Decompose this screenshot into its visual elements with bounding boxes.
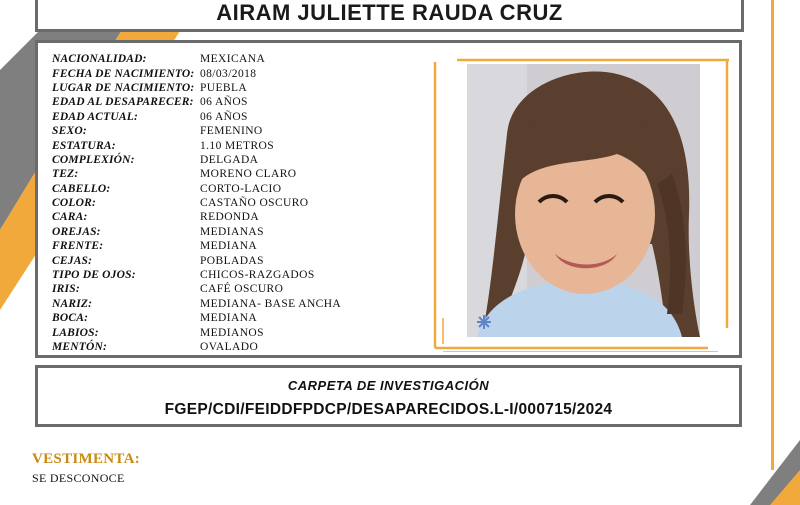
detail-value: DELGADA [200, 153, 259, 166]
investigation-title: CARPETA DE INVESTIGACIÓN [287, 378, 490, 393]
detail-label: MENTÓN: [52, 341, 108, 353]
detail-row [52, 282, 341, 296]
detail-label: EDAD AL DESAPARECER: [52, 96, 194, 109]
missing-person-photo [467, 64, 700, 337]
detail-row [52, 268, 341, 282]
detail-label: OREJAS: [52, 225, 101, 238]
detail-row [52, 124, 341, 138]
detail-value: CORTO-LACIO [200, 182, 282, 195]
detail-value: MEDIANA- BASE ANCHA [200, 297, 342, 310]
detail-row [52, 110, 341, 124]
detail-value: PUEBLA [200, 81, 248, 94]
detail-label: NACIONALIDAD: [52, 53, 147, 66]
detail-row [52, 182, 341, 196]
detail-value: POBLADAS [200, 254, 264, 267]
detail-value: CAFÉ OSCURO [200, 283, 284, 296]
portrait-illustration [467, 64, 700, 337]
detail-row [52, 253, 341, 267]
detail-row [52, 311, 341, 325]
detail-row [52, 52, 341, 66]
detail-value: FEMENINO [200, 125, 263, 138]
detail-label: EDAD ACTUAL: [52, 110, 138, 123]
detail-row [52, 340, 341, 354]
detail-label: IRIS: [52, 283, 80, 296]
investigation-number: FGEP/CDI/FEIDDFPDCP/DESAPARECIDOS.L-I/000715/2024 [164, 401, 613, 418]
detail-value: MEDIANOS [200, 326, 264, 339]
detail-value: OVALADO [200, 341, 259, 353]
detail-row [52, 153, 341, 167]
detail-row [52, 81, 341, 95]
detail-row [52, 239, 341, 253]
detail-row [52, 210, 341, 224]
detail-label: ESTATURA: [52, 139, 116, 152]
detail-row [52, 325, 341, 339]
detail-label: COMPLEXIÓN: [52, 153, 135, 166]
detail-row [52, 138, 341, 152]
detail-value: 06 AÑOS [200, 96, 248, 109]
detail-value: 08/03/2018 [200, 67, 257, 80]
detail-label: CABELLO: [52, 182, 111, 195]
detail-value: 06 AÑOS [200, 110, 248, 123]
detail-row [52, 167, 341, 181]
detail-label: CARA: [52, 211, 88, 224]
detail-label: FECHA DE NACIMIENTO: [52, 67, 195, 80]
clothing-title: VESTIMENTA: [32, 451, 141, 467]
detail-label: TIPO DE OJOS: [52, 269, 136, 282]
detail-row [52, 225, 341, 239]
person-name: AIRAM JULIETTE RAUDA CRUZ [216, 0, 563, 25]
detail-label: LABIOS: [52, 326, 99, 339]
detail-label: LUGAR DE NACIMIENTO: [52, 81, 195, 94]
right-edge-line [771, 0, 774, 470]
detail-row [52, 297, 341, 311]
investigation-panel [35, 365, 742, 427]
detail-label: SEXO: [52, 125, 87, 138]
detail-value: 1.10 METROS [200, 139, 275, 152]
detail-value: MEDIANA [200, 312, 258, 325]
detail-label: NARIZ: [52, 297, 93, 310]
detail-row [52, 196, 341, 210]
detail-value: REDONDA [200, 211, 260, 224]
detail-label: COLOR: [52, 197, 97, 210]
detail-value: MORENO CLARO [200, 168, 297, 181]
detail-value: CHICOS-RAZGADOS [200, 269, 315, 282]
name-banner [35, 0, 744, 32]
detail-row [52, 66, 341, 80]
detail-label: TEZ: [52, 168, 79, 181]
detail-row [52, 95, 341, 109]
detail-value: MEXICANA [200, 53, 266, 66]
clothing-description: SE DESCONOCE [32, 471, 125, 485]
detail-value: MEDIANA [200, 240, 258, 253]
description-fields [52, 52, 341, 354]
detail-label: CEJAS: [52, 254, 93, 267]
detail-label: BOCA: [52, 312, 89, 325]
detail-value: CASTAÑO OSCURO [200, 197, 309, 210]
detail-value: MEDIANAS [200, 225, 264, 238]
detail-label: FRENTE: [52, 240, 104, 253]
